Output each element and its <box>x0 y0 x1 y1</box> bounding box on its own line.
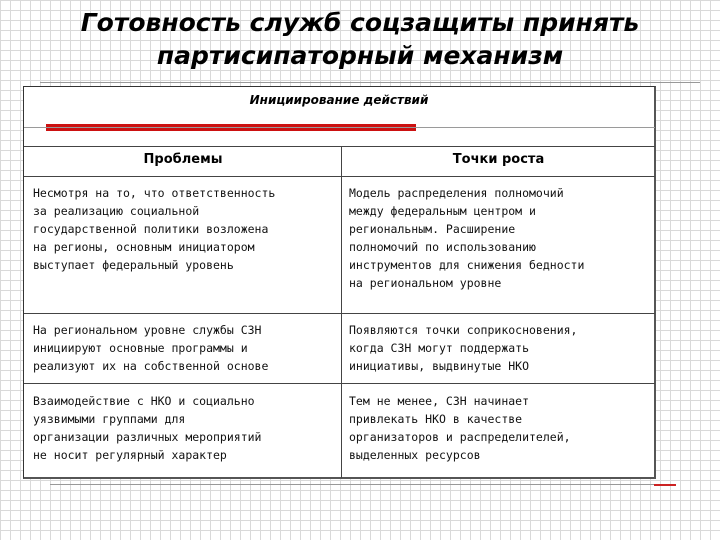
bottom-decorative-line <box>50 484 670 485</box>
cell-line: Появляются точки соприкосновения, <box>349 323 578 337</box>
cell-line: на регионы, основным инициатором <box>33 240 255 254</box>
row-2-border <box>24 383 655 384</box>
cell-line: инициируют основные программы и <box>33 341 248 355</box>
slide-title <box>40 6 680 72</box>
cell-line: региональным. Расширение <box>349 222 516 236</box>
cell-line: Несмотря на то, что ответственность <box>33 186 276 200</box>
cell-line: за реализацию социальной <box>33 204 200 218</box>
table-cell-problem-3 <box>33 392 261 464</box>
cell-line: выступает федеральный уровень <box>33 258 234 272</box>
table-cell-growth-1 <box>349 184 584 292</box>
top-decorative-line <box>40 82 700 83</box>
section-header: Инициирование действий <box>249 93 429 107</box>
cell-line: реализуют их на собственной основе <box>33 359 269 373</box>
cell-line: На региональном уровне службы СЗН <box>33 323 262 337</box>
cell-line: организаторов и распределителей, <box>349 430 571 444</box>
cell-line: государственной политики возложена <box>33 222 269 236</box>
cell-line: инициативы, выдвинутые НКО <box>349 359 530 373</box>
cell-line: когда СЗН могут поддержать <box>349 341 530 355</box>
table-cell-growth-2 <box>349 321 577 375</box>
cell-line: уязвимыми группами для <box>33 412 186 426</box>
accent-bar-rule <box>24 127 655 128</box>
content-table <box>23 86 656 479</box>
cell-line: Взаимодействие с НКО и социально <box>33 394 255 408</box>
cell-line: полномочий по использованию <box>349 240 536 254</box>
table-top-border <box>24 146 655 147</box>
cell-line: не носит регулярный характер <box>33 448 227 462</box>
slide-title-line-2: партисипаторный механизм <box>156 41 564 70</box>
cell-line: Модель распределения полномочий <box>349 186 564 200</box>
table-cell-growth-3 <box>349 392 571 464</box>
column-divider <box>341 146 342 478</box>
table-cell-problem-2 <box>33 321 268 375</box>
bottom-red-accent <box>654 484 676 486</box>
column-header-growth-points: Точки роста <box>452 152 545 167</box>
cell-line: между федеральным центром и <box>349 204 536 218</box>
table-cell-problem-1 <box>33 184 275 274</box>
cell-line: организации различных мероприятий <box>33 430 262 444</box>
cell-line: Тем не менее, СЗН начинает <box>349 394 530 408</box>
cell-line: инструментов для снижения бедности <box>349 258 585 272</box>
cell-line: на региональном уровне <box>349 276 502 290</box>
slide-title-line-1: Готовность служб соцзащиты принять <box>80 8 640 37</box>
row-1-border <box>24 313 655 314</box>
header-row-border <box>24 176 655 177</box>
column-header-problems: Проблемы <box>143 152 223 167</box>
cell-line: привлекать НКО в качестве <box>349 412 523 426</box>
cell-line: выделенных ресурсов <box>349 448 481 462</box>
